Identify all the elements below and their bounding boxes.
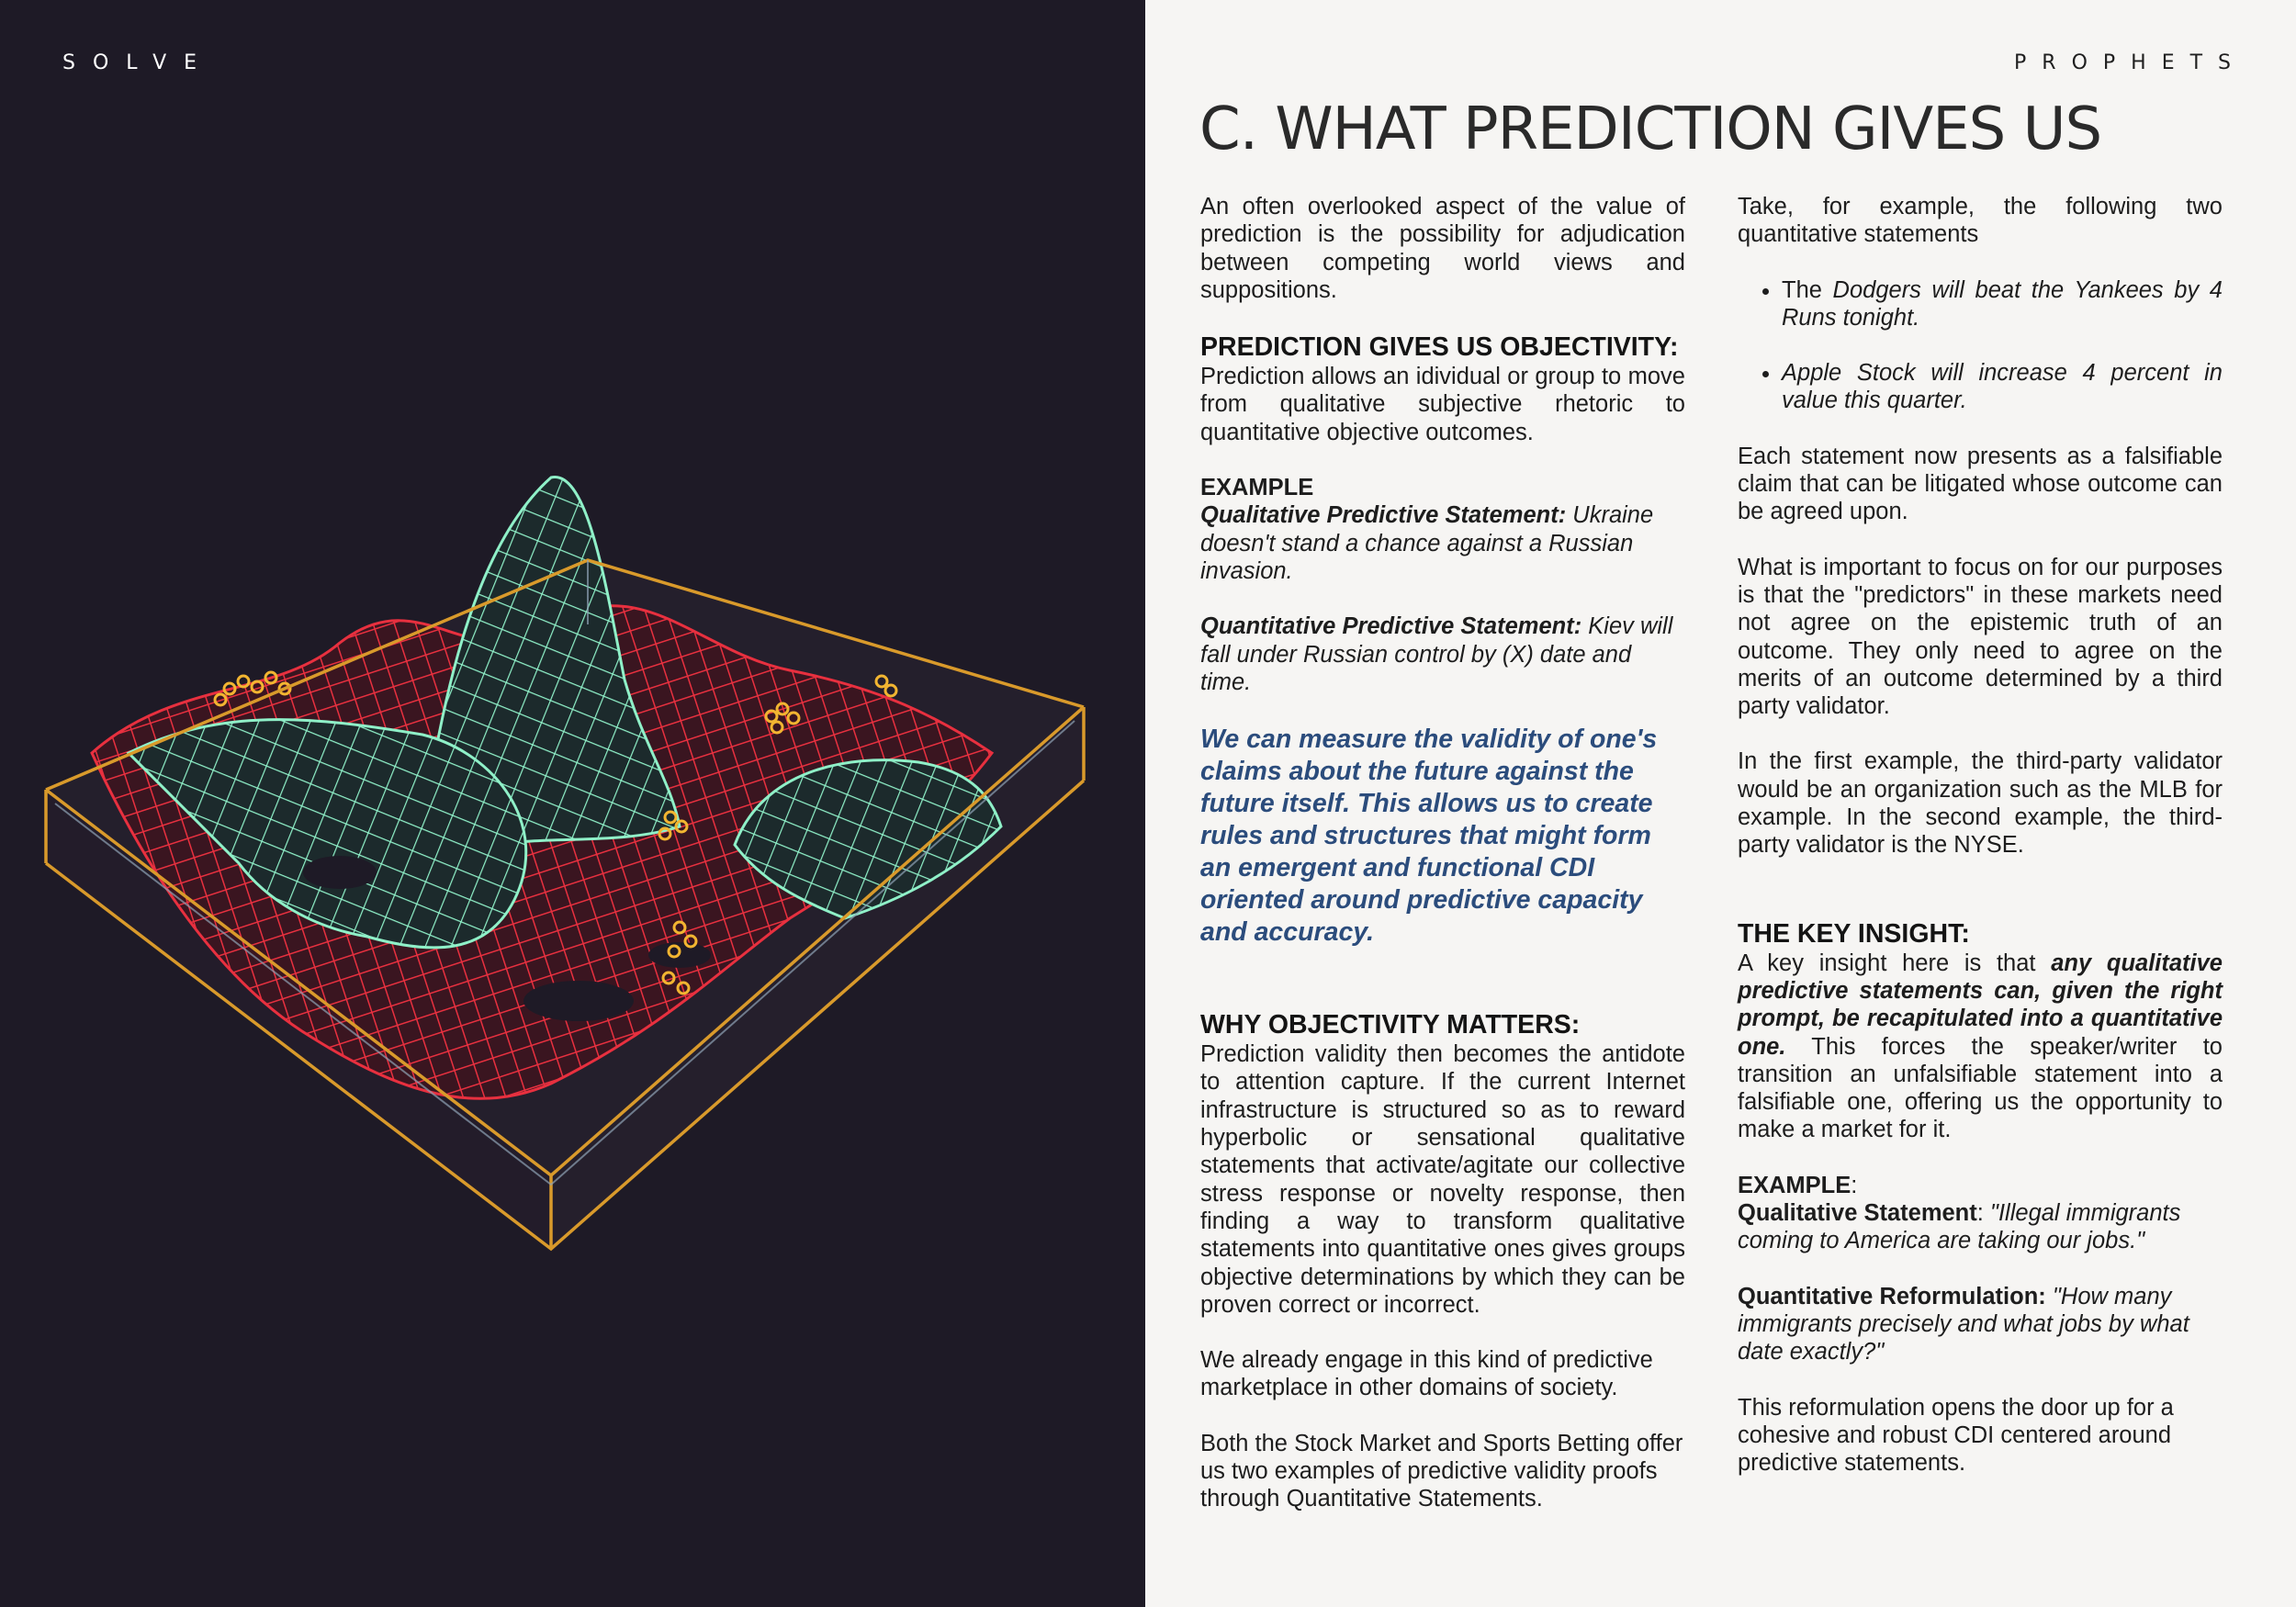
insight-lead: A key insight here is that bbox=[1738, 950, 2052, 976]
right-text-column bbox=[1738, 193, 2223, 1504]
what-important-paragraph: What is important to focus on for our purposes is that the "predictors" in these markets need not agree on the epistemic truth of an outcome. They only need to agree on the merits of an outcome determined by a third party validator. bbox=[1738, 554, 2223, 720]
bullet-1-text: Dodgers will beat the Yankees by 4 Runs tonight. bbox=[1782, 276, 2223, 331]
brand-prophets: PROPHETS bbox=[2014, 51, 2246, 74]
quantitative-reformulation-text: "How many immigrants precisely and what jobs by what date exactly?" bbox=[1738, 1283, 2189, 1365]
objectivity-heading: PREDICTION GIVES US OBJECTIVITY: bbox=[1200, 332, 1679, 363]
quantitative-text: Kiev will fall under Russian control by (X) date and time. bbox=[1200, 613, 1673, 695]
first-example-paragraph: In the first example, the third-party validator would be an organization such as the MLB for example. In the second example, the third-party validator is the NYSE. bbox=[1738, 748, 2223, 859]
example-block bbox=[1200, 474, 1685, 585]
quantitative-reformulation-label: Quantitative Reformulation: bbox=[1738, 1283, 2046, 1309]
quantitative-sep bbox=[2046, 1284, 2053, 1309]
closing-paragraph: This reformulation opens the door up for a cohesive and robust CDI centered around predictive statements. bbox=[1738, 1394, 2174, 1477]
qualitative-sep: : bbox=[1976, 1200, 1990, 1227]
qualitative-label: Qualitative Predictive Statement: bbox=[1200, 502, 1567, 529]
list-item: • Apple Stock will increase 4 percent in value this quarter. bbox=[1782, 359, 2223, 415]
intro-paragraph: An often overlooked aspect of the value of prediction is the possibility for adjudication between competing world views and suppositions. bbox=[1200, 194, 1685, 303]
qualitative-text: Ukraine doesn't stand a chance against a Russian invasion. bbox=[1200, 502, 1654, 584]
key-insight-paragraph bbox=[1738, 950, 2223, 1144]
insight-bold: any qualitative predictive statements can, given the right prompt, be recapitulated into a quantitative one. bbox=[1738, 950, 2223, 1060]
both-markets-paragraph: Both the Stock Market and Sports Betting offer us two examples of predictive validity proofs through Quantitative Statements. bbox=[1200, 1430, 1683, 1512]
why-objectivity-heading: WHY OBJECTIVITY MATTERS: bbox=[1200, 1010, 1581, 1040]
already-engage-paragraph: We already engage in this kind of predictive marketplace in other domains of society. bbox=[1200, 1347, 1653, 1401]
key-insight-heading: THE KEY INSIGHT: bbox=[1738, 918, 1970, 949]
list-item bbox=[1782, 276, 2223, 332]
left-text-column bbox=[1200, 193, 1685, 1541]
bullet-1-prefix: The bbox=[1782, 276, 1833, 303]
left-art-panel bbox=[0, 0, 1145, 1607]
right-text-panel bbox=[1145, 0, 2296, 1607]
example-list bbox=[1738, 276, 2223, 415]
wireframe-terrain-icon bbox=[37, 441, 1120, 1286]
page-title: C. WHAT PREDICTION GIVES US bbox=[1199, 96, 2102, 163]
objectivity-paragraph: Prediction allows an idividual or group to move from qualitative subjective rhetoric to quantitative objective outcomes. bbox=[1200, 364, 1685, 445]
insight-tail: This forces the speaker/writer to transition an unfalsifiable statement into a falsifiable one, offering us the opportunity to make a market for it. bbox=[1738, 1033, 2223, 1143]
quantitative-label: Quantitative Predictive Statement: bbox=[1200, 613, 1582, 640]
example-label: EXAMPLE bbox=[1738, 1172, 1851, 1198]
quantitative-example bbox=[1200, 612, 1685, 696]
quantitative-reformulation bbox=[1738, 1283, 2223, 1366]
why-objectivity-paragraph: Prediction validity then becomes the antidote to attention capture. If the current Internet infrastructure is structured so as to reward hyperbolic or sensational qualitative statements that activate/agitate our collective stress response or novelty response, then finding a way to transform qualitative statements into quantitative ones gives groups objective determinations by which they can be proven correct or incorrect. bbox=[1200, 1041, 1685, 1318]
example-block-right bbox=[1738, 1172, 2223, 1255]
callout-quote: We can measure the validity of one's claims about the future against the future itself. This allows us to create rules and structures that might form an emergent and functional CDI oriented around predictive capacity and accuracy. bbox=[1200, 725, 1658, 948]
qualitative-statement-label: Qualitative Statement bbox=[1738, 1200, 1977, 1227]
brand-solve: SOLVE bbox=[62, 51, 215, 74]
example-colon: : bbox=[1851, 1172, 1858, 1198]
each-statement-paragraph: Each statement now presents as a falsifiable claim that can be litigated whose outcome can be agreed upon. bbox=[1738, 443, 2223, 525]
qualitative-statement-text: "Illegal immigrants coming to America are taking our jobs." bbox=[1738, 1200, 2181, 1254]
example-label: EXAMPLE bbox=[1200, 475, 1314, 501]
take-example-paragraph: Take, for example, the following two quantitative statements bbox=[1738, 194, 2223, 248]
